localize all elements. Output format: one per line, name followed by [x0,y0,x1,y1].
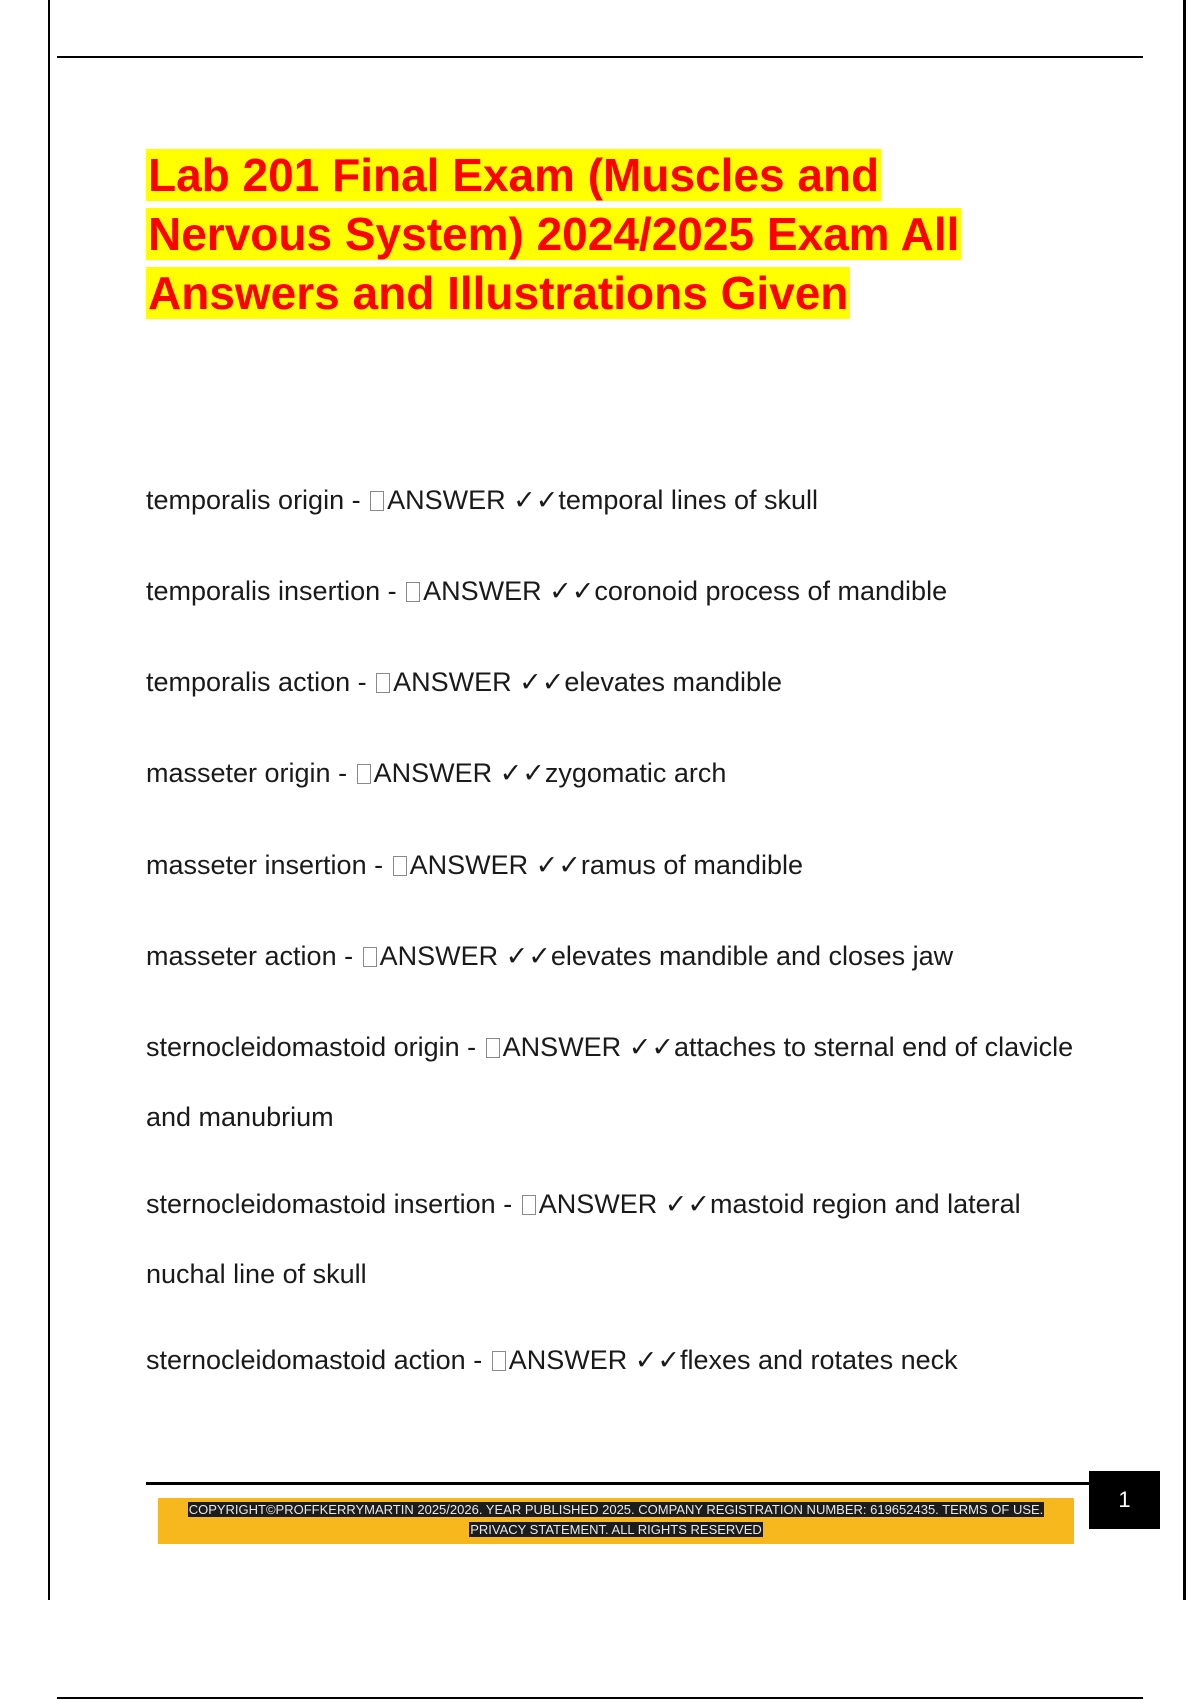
answer-text: elevates mandible [564,667,783,697]
copyright-line-1: COPYRIGHT©PROFFKERRYMARTIN 2025/2026. YEAR PUBLISHED 2025. COMPANY REGISTRATION NUMBER: 619652435. TERMS OF USE. [188,1502,1044,1517]
missing-glyph-icon [370,491,384,511]
answer-text: attaches to sternal end of clavicle and manubrium [146,1032,1074,1132]
answer-text: flexes and rotates neck [679,1345,958,1375]
answer-label: ANSWER [538,1189,658,1219]
qa-item: masseter insertion - ANSWER ✓✓ramus of mandible [146,850,803,880]
check-mark-icon: ✓✓ [499,758,545,788]
question-text: sternocleidomastoid action [146,1345,466,1375]
missing-glyph-icon [357,764,371,784]
answer-text: temporal lines of skull [558,485,818,515]
qa-item: masseter origin - ANSWER ✓✓zygomatic arch [146,758,727,788]
answer-text: elevates mandible and closes jaw [550,941,954,971]
question-text: temporalis action [146,667,351,697]
answer-text: zygomatic arch [544,758,727,788]
answer-text: ramus of mandible [580,850,803,880]
document-title: Lab 201 Final Exam (Muscles and Nervous System) 2024/2025 Exam All Answers and Illustrations Given [148,149,960,319]
qa-item: sternocleidomastoid action - ANSWER ✓✓flexes and rotates neck [146,1345,958,1375]
qa-item: temporalis insertion - ANSWER ✓✓coronoid process of mandible [146,576,948,606]
check-mark-icon: ✓✓ [628,1032,674,1062]
missing-glyph-icon [522,1195,536,1215]
answer-label: ANSWER [387,485,506,515]
qa-item: sternocleidomastoid origin - ANSWER ✓✓attaches to sternal end of clavicle and manubrium [146,1032,1074,1132]
check-mark-icon: ✓✓ [535,850,581,880]
missing-glyph-icon [363,947,377,967]
copyright-line-2: PRIVACY STATEMENT. ALL RIGHTS RESERVED [470,1522,762,1537]
check-mark-icon: ✓✓ [519,667,565,697]
qa-item: masseter action - ANSWER ✓✓elevates mandible and closes jaw [146,941,954,971]
footer-rule [146,1482,1089,1485]
check-mark-icon: ✓✓ [505,941,551,971]
missing-glyph-icon [376,673,390,693]
answer-label: ANSWER [409,850,529,880]
missing-glyph-icon [492,1351,506,1371]
check-mark-icon: ✓✓ [664,1189,710,1219]
answer-label: ANSWER [423,576,542,606]
question-text: sternocleidomastoid origin [146,1032,460,1062]
page-border-right [1183,0,1186,1600]
check-mark-icon: ✓✓ [513,485,559,515]
answer-label: ANSWER [379,941,499,971]
missing-glyph-icon [393,856,407,876]
header-rule [57,56,1143,58]
answer-label: ANSWER [502,1032,622,1062]
question-text: masseter insertion [146,850,367,880]
question-text: temporalis origin [146,485,345,515]
question-text: masseter origin [146,758,331,788]
question-text: sternocleidomastoid insertion [146,1189,496,1219]
missing-glyph-icon [486,1038,500,1058]
answer-label: ANSWER [393,667,512,697]
copyright-banner [158,1498,1074,1544]
answer-label: ANSWER [508,1345,628,1375]
answer-label: ANSWER [373,758,493,788]
check-mark-icon: ✓✓ [549,576,595,606]
qa-item: temporalis origin - ANSWER ✓✓temporal lines of skull [146,485,818,515]
answer-text: mastoid region and lateral nuchal line of skull [146,1189,1021,1289]
check-mark-icon: ✓✓ [634,1345,680,1375]
page-number: 1 [1089,1471,1160,1529]
qa-item: sternocleidomastoid insertion - ANSWER ✓✓mastoid region and lateral nuchal line of skull [146,1189,1021,1289]
next-page-rule [57,1697,1143,1699]
answer-text: coronoid process of mandible [594,576,948,606]
question-text: masseter action [146,941,337,971]
qa-item: temporalis action - ANSWER ✓✓elevates mandible [146,667,783,697]
page-border-left [48,0,50,1600]
question-text: temporalis insertion [146,576,381,606]
missing-glyph-icon [406,582,420,602]
